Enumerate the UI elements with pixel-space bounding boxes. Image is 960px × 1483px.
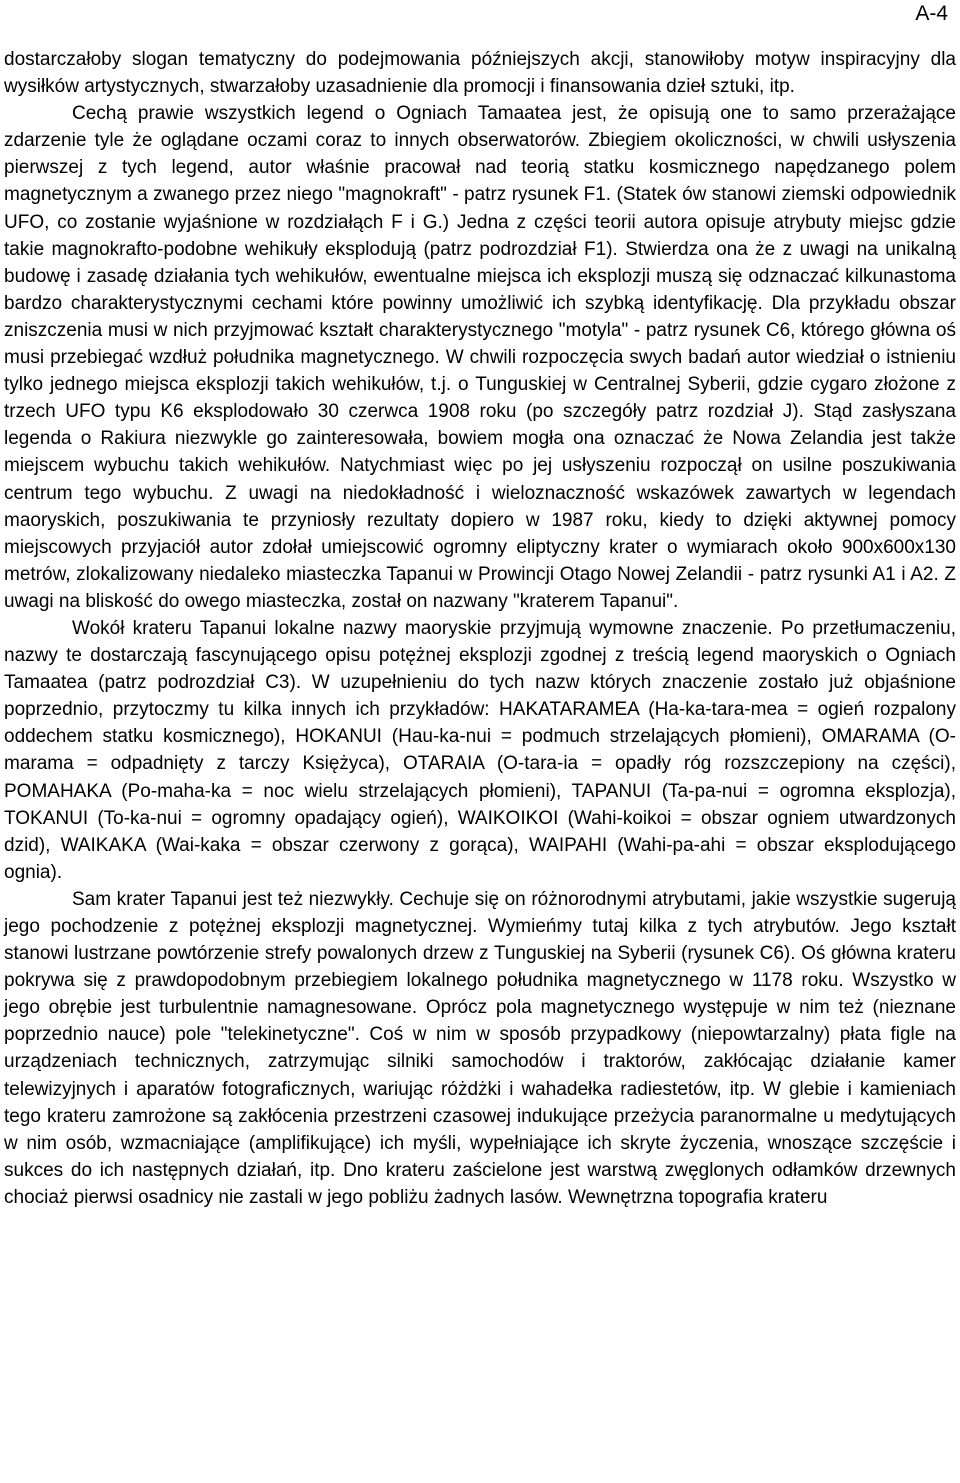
paragraph-3: Wokół krateru Tapanui lokalne nazwy maoryskie przyjmują wymowne znaczenie. Po przetłumaczeniu, nazwy te dostarczają fascynującego opisu potężnej eksplozji zgodnej z treścią legend maoryskich o Ogniach Tamaatea (patrz podrozdział C3). W uzupełnieniu do tych nazw których znaczenie zostało już objaśnione poprzednio, przytoczmy tu kilka innych ich przykładów: HAKATARAMEA (Ha-ka-tara-mea = ogień rozpalony oddechem statku kosmicznego), HOKANUI (Hau-ka-nui = podmuch strzelających płomieni), OMARAMA (O-marama = odpadnięty z tarczy Księżyca), OTARAIA (O-tara-ia = opadły róg rozszczepiony na części), POMAHAKA (Po-maha-ka = noc wielu strzelających płomieni), TAPANUI (Ta-pa-nui = ogromna eksplozja), TOKANUI (To-ka-nui = ogromny opadający ogień), WAIKOIKOI (Wahi-koikoi = obszar ogniem utwardzonych dzid), WAIKAKA (Wai-kaka = obszar czerwony z gorąca), WAIPAHI (Wahi-pa-ahi = obszar eksplodującego ognia).	[4, 617, 956, 883]
paragraph-4: Sam krater Tapanui jest też niezwykły. Cechuje się on różnorodnymi atrybutami, jakie wszystkie sugerują jego pochodzenie z potężnej eksplozji magnetycznej. Wymieńmy tutaj kilka z tych atrybutów. Jego kształt stanowi lustrzane powtórzenie strefy powalonych drzew z Tunguskiej na Syberii (rysunek C6). Oś główna krateru pokrywa się z prawdopodobnym przebiegiem lokalnego południka magnetycznego w 1178 roku. Wszystko w jego obrębie jest turbulentnie namagnesowane. Oprócz pola magnetycznego występuje w nim też (nieznane poprzednio nauce) pole "telekinetyczne". Coś w nim w sposób przypadkowy (niepowtarzalny) płata figle na urządzeniach technicznych, zatrzymując silniki samochodów i traktorów, zakłócając działanie kamer telewizyjnych i aparatów fotograficznych, wariując różdżki i wahadełka radiestetów, itp. W glebie i kamieniach tego krateru zamrożone są zakłócenia przestrzeni czasowej indukujące przeżycia paranormalne u medytujących w nim osób, wzmacniające (amplifikujące) ich myśli, wypełniające ich skryte życzenia, wnoszące szczęście i sukces do ich następnych działań, itp. Dno krateru zaścielone jest warstwą zwęglonych odłamków drzewnych chociaż pierwsi osadnicy nie zastali w jego pobliżu żadnych lasów. Wewnętrzna topografia krateru	[4, 888, 956, 1208]
page-number: A-4	[915, 2, 948, 25]
paragraph-1: dostarczałoby slogan tematyczny do podejmowania późniejszych akcji, stanowiłoby motyw inspiracyjny dla wysiłków artystycznych, stwarzałoby uzasadnienie dla promocji i finansowania dzieł sztuki, itp.	[4, 49, 956, 98]
body-text	[4, 46, 956, 1211]
paragraph-2: Cechą prawie wszystkich legend o Ogniach Tamaatea jest, że opisują one to samo przerażające zdarzenie tyle że oglądane oczami coraz to innych obserwatorów. Zbiegiem okoliczności, w chwili usłyszenia pierwszej z tych legend, autor właśnie pracował nad teorią statku kosmicznego napędzanego polem magnetycznym a zwanego przez niego "magnokraft" - patrz rysunek F1. (Statek ów stanowi ziemski odpowiednik UFO, co zostanie wyjaśnione w rozdziałąch F i G.) Jedna z części teorii autora opisuje atrybuty miejsc gdzie takie magnokrafto-podobne wehikuły eksplodują (patrz podrozdział F1). Stwierdza ona że z uwagi na unikalną budowę i zasadę działania tych wehikułów, ewentualne miejsca ich eksplozji muszą się odznaczać kilkunastoma bardzo charakterystycznymi cechami które powinny umożliwić ich szybką identyfikację. Dla przykładu obszar zniszczenia musi w nich przyjmować kształt charakterystycznego "motyla" - patrz rysunek C6, którego główna oś musi przebiegać wzdłuż południka magnetycznego. W chwili rozpoczęcia swych badań autor wiedział o istnieniu tylko jednego miejsca eksplozji takich wehikułów, t.j. o Tunguskiej w Centralnej Syberii, gdzie cygaro złożone z trzech UFO typu K6 eksplodowało 30 czerwca 1908 roku (po szczegóły patrz rozdział J). Stąd zasłyszana legenda o Rakiura niezwykle go zainteresowała, bowiem mogła ona oznaczać że Nowa Zelandia jest także miejscem wybuchu takich wehikułów. Natychmiast więc po jej usłyszeniu rozpoczął on usilne poszukiwania centrum tego wybuchu. Z uwagi na niedokładność i wieloznaczność wskazówek zawartych w legendach maoryskich, poszukiwania te przyniosły rezultaty dopiero w 1987 roku, kiedy to dzięki aktywnej pomocy miejscowych przyjaciół autor zdołał umiejscowić ogromny eliptyczny krater o wymiarach około 900x600x130 metrów, zlokalizowany niedaleko miasteczka Tapanui w Prowincji Otago Nowej Zelandii - patrz rysunki A1 i A2. Z uwagi na bliskość do owego miasteczka, został on nazwany "kraterem Tapanui".	[4, 103, 956, 612]
